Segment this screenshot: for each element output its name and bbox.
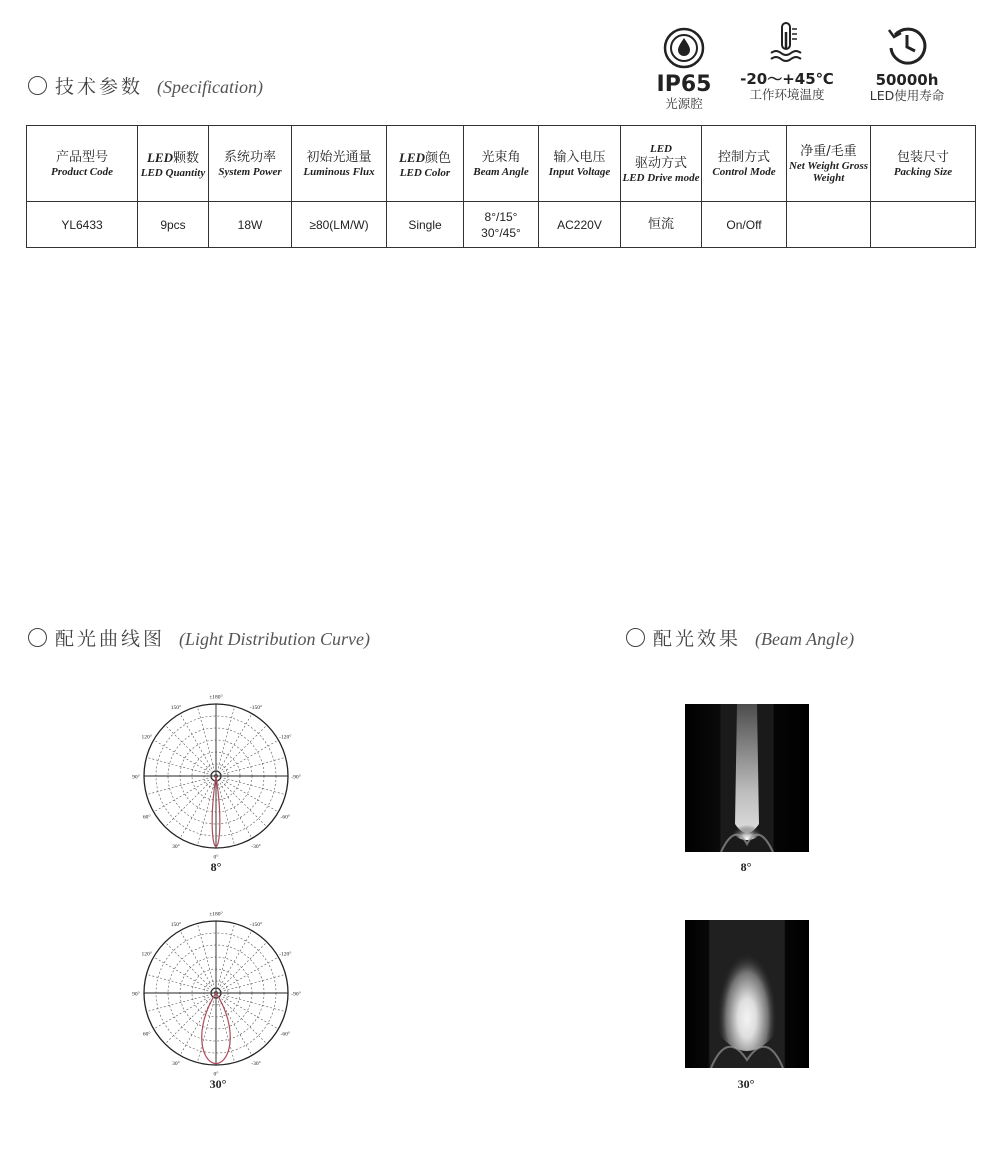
spec-table	[26, 125, 976, 248]
header-input-voltage: 输入电压 Input Voltage	[539, 126, 621, 202]
polar-angle-label: ±180°	[209, 694, 223, 701]
polar-angle-label: 120°	[141, 951, 152, 958]
curve-title-en: (Light Distribution Curve)	[179, 629, 371, 649]
value-system-power: 18W	[209, 202, 292, 248]
feature-temperature-value: -20～+45℃	[740, 70, 834, 88]
polar-grid-spoke	[180, 931, 216, 993]
feature-temperature	[732, 20, 842, 102]
polar-angle-label: -60°	[280, 1031, 291, 1038]
polar-angle-label: -60°	[280, 814, 291, 821]
value-led-color: Single	[387, 202, 464, 248]
polar-grid-spoke	[154, 776, 216, 812]
feature-lifetime	[852, 24, 962, 103]
header-drive-mode: LED 驱动方式 LED Drive mode	[621, 126, 702, 202]
polar-angle-label: 120°	[141, 734, 152, 741]
beam-effect-image-30	[685, 920, 809, 1068]
polar-grid-spoke	[216, 740, 278, 776]
feature-lifetime-value: 50000h	[875, 71, 939, 89]
header-product-code: 产品型号 Product Code	[27, 126, 138, 202]
polar-chart-caption-8: 8°	[210, 860, 222, 874]
polar-angle-label: 30°	[172, 1060, 180, 1067]
polar-angle-label: 0°	[213, 1071, 219, 1077]
spec-header-row	[27, 126, 976, 202]
circle-bullet-icon	[626, 628, 645, 647]
polar-angle-label: -90°	[291, 991, 301, 998]
polar-angle-label: -90°	[291, 774, 301, 781]
polar-grid-spoke	[146, 993, 216, 1012]
header-led-quantity: LED颗数 LED Quantity	[138, 126, 209, 202]
header-luminous-flux: 初始光通量 Luminous Flux	[292, 126, 387, 202]
spec-title-en: (Specification)	[157, 77, 263, 97]
feature-ip65	[629, 26, 739, 111]
polar-angle-label: -30°	[251, 843, 261, 850]
polar-grid-spoke	[216, 974, 286, 993]
value-packing-size	[871, 202, 976, 248]
circle-bullet-icon	[28, 76, 47, 95]
polar-angle-label: -120°	[279, 951, 292, 958]
spec-section-title	[28, 72, 263, 99]
polar-angle-label: 60°	[142, 814, 151, 821]
polar-angle-label: 0°	[213, 854, 219, 860]
polar-angle-label: 60°	[142, 1031, 151, 1038]
value-control-mode: On/Off	[702, 202, 787, 248]
header-system-power: 系统功率 System Power	[209, 126, 292, 202]
polar-grid-spoke	[216, 776, 278, 812]
value-input-voltage: AC220V	[539, 202, 621, 248]
beam-caption-30: 30°	[737, 1077, 755, 1091]
header-led-color: LED颜色 LED Color	[387, 126, 464, 202]
polar-grid-spoke	[146, 776, 216, 795]
header-packing-size: 包装尺寸 Packing Size	[871, 126, 976, 202]
polar-grid-spoke	[216, 757, 286, 776]
polar-chart-caption-30: 30°	[209, 1077, 227, 1091]
curve-title-zh: 配光曲线图	[55, 628, 166, 650]
polar-angle-label: -150°	[249, 705, 263, 712]
value-drive-mode: 恒流	[621, 202, 702, 248]
value-weight	[787, 202, 871, 248]
polar-angle-label: 90°	[132, 991, 140, 998]
curve-section-title	[28, 624, 370, 651]
feature-ip65-value: IP65	[656, 72, 712, 97]
header-beam-angle: 光束角 Beam Angle	[464, 126, 539, 202]
thermometer-icon	[765, 20, 809, 64]
value-beam-angle: 8°/15° 30°/45°	[464, 202, 539, 248]
polar-grid-spoke	[216, 957, 278, 993]
polar-angle-label: -120°	[279, 734, 292, 741]
polar-grid-spoke	[216, 706, 235, 776]
polar-distribution-chart-8	[126, 688, 306, 860]
header-weight: 净重/毛重 Net Weight Gross Weight	[787, 126, 871, 202]
polar-angle-label: 30°	[172, 843, 180, 850]
beam-caption-8: 8°	[740, 860, 752, 874]
polar-grid-spoke	[180, 714, 216, 776]
polar-angle-label: 150°	[170, 922, 182, 929]
beam-section-title	[626, 624, 854, 651]
circle-bullet-icon	[28, 628, 47, 647]
polar-grid-spoke	[154, 740, 216, 776]
feature-lifetime-label: LED使用寿命	[869, 88, 945, 103]
value-led-quantity: 9pcs	[138, 202, 209, 248]
spec-title-zh: 技术参数	[55, 76, 144, 98]
header-control-mode: 控制方式 Control Mode	[702, 126, 787, 202]
value-luminous-flux: ≥80(LM/W)	[292, 202, 387, 248]
polar-angle-label: -30°	[251, 1060, 261, 1067]
polar-angle-label: 150°	[170, 705, 182, 712]
polar-grid-spoke	[180, 776, 216, 838]
polar-distribution-chart-30	[126, 905, 306, 1077]
polar-angle-label: ±180°	[209, 911, 223, 918]
polar-angle-label: -150°	[249, 922, 263, 929]
spec-value-row	[27, 202, 976, 248]
polar-grid-spoke	[154, 957, 216, 993]
polar-grid-spoke	[216, 923, 235, 993]
polar-angle-label: 90°	[132, 774, 140, 781]
beam-title-en: (Beam Angle)	[755, 629, 855, 649]
clock-lifetime-icon	[885, 24, 929, 68]
waterproof-drop-icon	[662, 26, 706, 70]
feature-ip65-label: 光源腔	[665, 96, 703, 111]
beam-title-zh: 配光效果	[653, 628, 742, 650]
value-product-code: YL6433	[27, 202, 138, 248]
beam-effect-image-8	[685, 704, 809, 852]
feature-temperature-label: 工作环境温度	[749, 87, 825, 102]
